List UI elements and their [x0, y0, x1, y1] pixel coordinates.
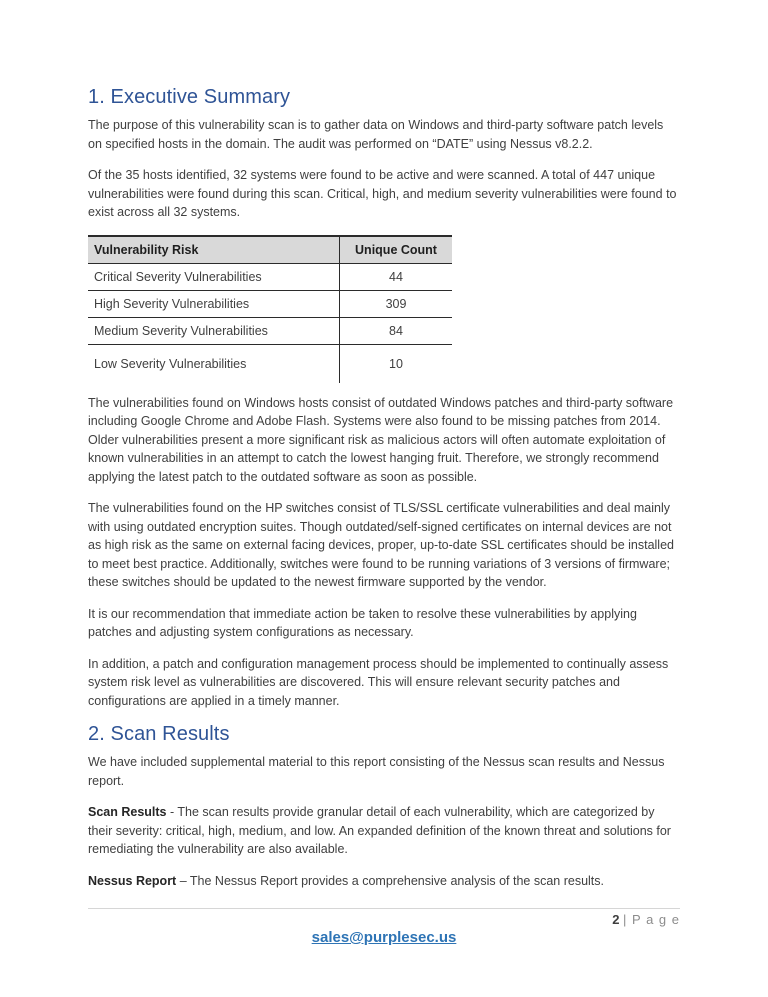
paragraph-windows-hosts: The vulnerabilities found on Windows hosts consist of outdated Windows patches and third-party software including Google Chrome and Adobe Flash. Systems were also found to be missing patches from 2014. Older vulnerabilities present a more significant risk as malicious actors will often automate exploitation of known vulnerabilities in an attempt to catch the lowest hanging fruit. Therefore, we strongly recommend applying the latest patch to the outdated software as soon as possible. — [88, 395, 674, 484]
paragraph-patch-management: In addition, a patch and configuration management process should be implemented to continually assess system risk level as vulnerabilities are discovered. This will ensure relevant security patches and configurations are applied in a timely manner. — [88, 656, 669, 708]
count-cell-high: 309 — [340, 290, 453, 317]
paragraph-purpose: The purpose of this vulnerability scan is to gather data on Windows and third-party software patch levels on specified hosts in the domain. The audit was performed on “DATE” using Nessus v8.2.2. — [88, 118, 664, 151]
footer-divider — [88, 908, 680, 909]
paragraph-hosts-identified: Of the 35 hosts identified, 32 systems were found to be active and were scanned. A total of 447 unique vulnerabilities were found during this scan. Critical, high, and medium severity vulnerabilities were found to exist across all 32 systems. — [88, 168, 677, 219]
risk-cell-high: High Severity Vulnerabilities — [88, 290, 340, 317]
paragraph-supplemental: We have included supplemental material to this report consisting of the Nessus scan results and Nessus report. — [88, 755, 665, 788]
nessus-report-label: Nessus Report — [88, 873, 177, 888]
page-word: | P a g e — [623, 912, 680, 927]
section-heading-scan-results: 2. Scan Results — [88, 723, 230, 745]
section-heading-executive-summary: 1. Executive Summary — [88, 86, 291, 108]
page-number — [612, 912, 680, 927]
paragraph-nessus-report — [88, 872, 680, 891]
footer-email-link[interactable]: sales@purplesec.us — [311, 929, 457, 946]
risk-cell-critical: Critical Severity Vulnerabilities — [88, 263, 340, 290]
vulnerability-risk-table — [88, 235, 452, 383]
count-cell-critical: 44 — [340, 263, 453, 290]
table-header-unique-count: Unique Count — [340, 236, 453, 264]
paragraph-hp-switches: The vulnerabilities found on the HP switches consist of TLS/SSL certificate vulnerabilities and deal mainly with using outdated encryption suites. Though outdated/self-signed certificates on internal devices are not as high risk as the same on external facing devices, proper, up-to-date SSL certificates should be installed to meet best practice. Additionally, switches were found to be running variations of 3 versions of firmware; these switches should be updated to the newest firmware supported by the vendor. — [88, 501, 674, 589]
table-row — [88, 290, 452, 317]
table-row — [88, 263, 452, 290]
page-content — [88, 86, 680, 903]
page-number-value: 2 — [612, 912, 620, 927]
risk-cell-low: Low Severity Vulnerabilities — [94, 356, 247, 371]
scan-results-text: - The scan results provide granular detail of each vulnerability, which are categorized by their severity: critical, high, medium, and low. An expanded definition of the known threat and solutions for remediating the vulnerability are also available. — [88, 805, 671, 856]
paragraph-recommendation: It is our recommendation that immediate action be taken to resolve these vulnerabilities by applying patches and adjusting system configurations as necessary. — [88, 606, 637, 639]
table-row — [88, 317, 452, 344]
footer-email — [0, 929, 768, 947]
count-cell-low: 10 — [340, 344, 453, 383]
table-header-row — [88, 236, 452, 264]
nessus-report-text: – The Nessus Report provides a comprehensive analysis of the scan results. — [176, 873, 604, 888]
count-cell-medium: 84 — [340, 317, 453, 344]
paragraph-scan-results-detail — [88, 803, 680, 859]
table-header-vulnerability-risk: Vulnerability Risk — [88, 236, 340, 264]
table-row — [88, 344, 452, 383]
scan-results-label: Scan Results — [88, 805, 167, 819]
risk-cell-medium: Medium Severity Vulnerabilities — [88, 317, 340, 344]
